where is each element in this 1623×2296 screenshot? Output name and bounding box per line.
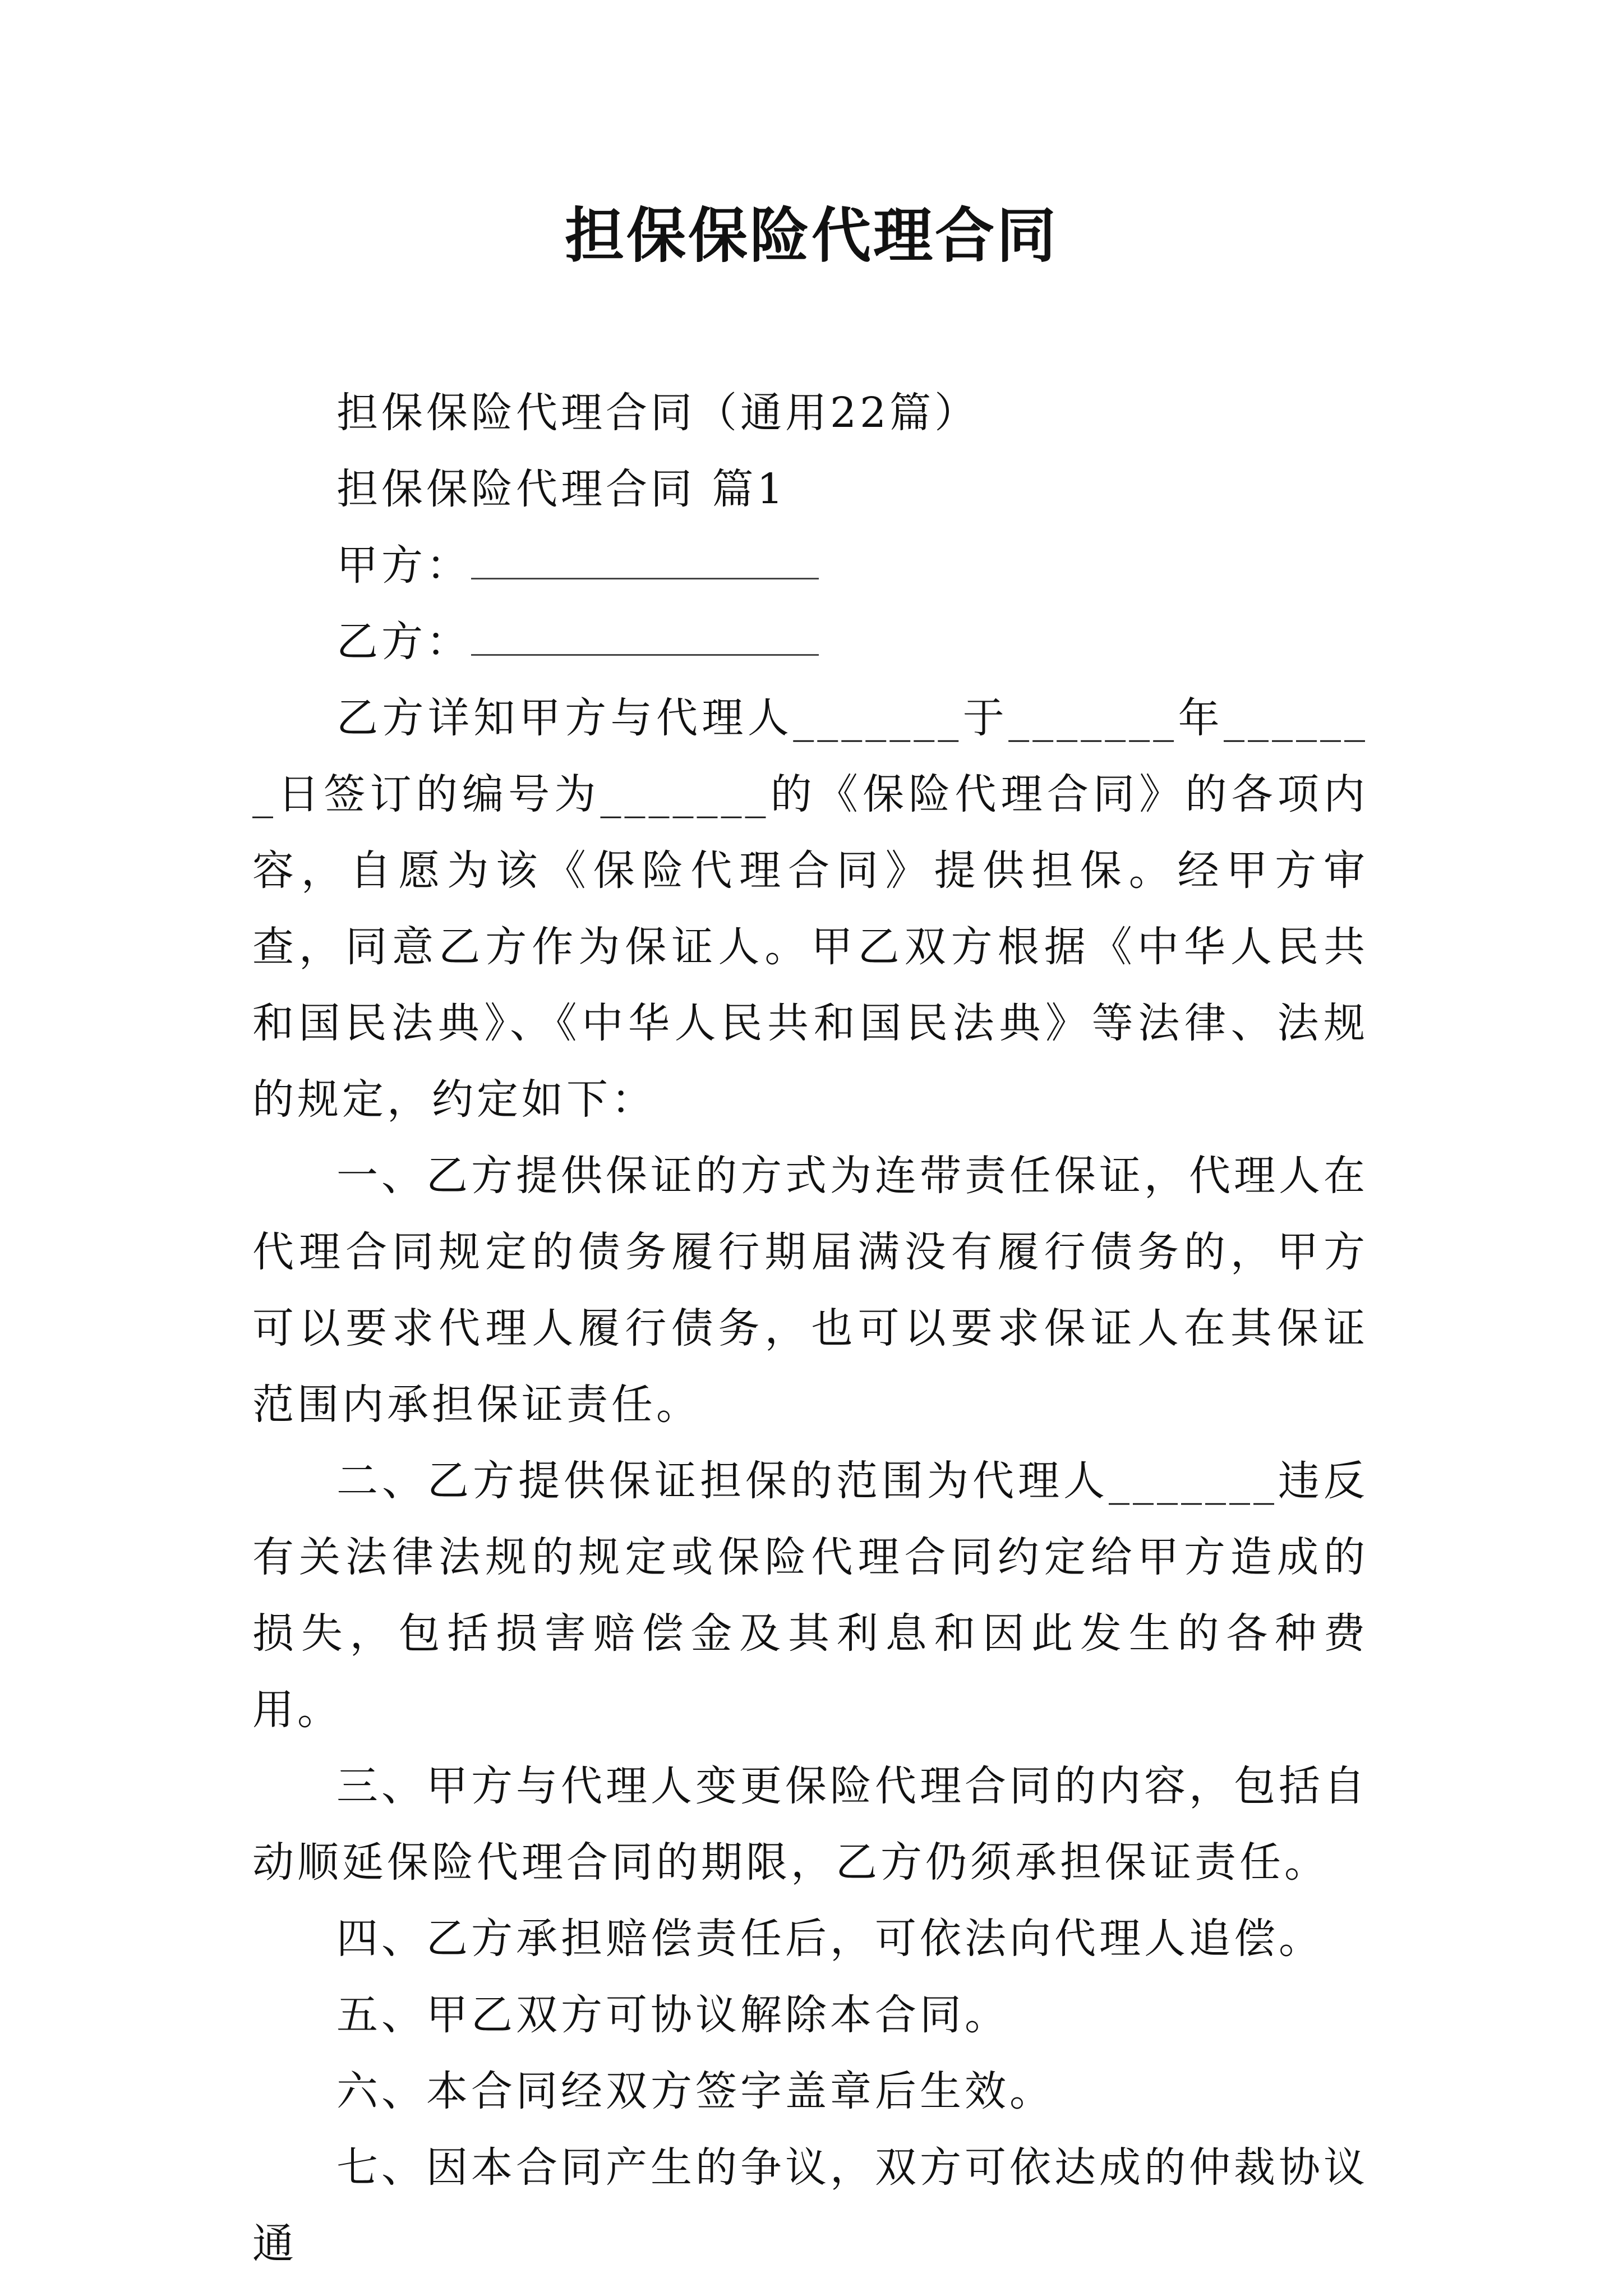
party-a-line [252, 527, 1368, 604]
party-b-blank [471, 620, 819, 656]
document-body [252, 375, 1368, 2282]
paragraph-clause-5: 五、甲乙双方可协议解除本合同。 [336, 1991, 1009, 2039]
paragraph-clause-4: 四、乙方承担赔偿责任后，可依法向代理人追偿。 [336, 1915, 1324, 1963]
paragraph-clause-3: 三、甲方与代理人变更保险代理合同的内容，包括自动顺延保险代理合同的期限，乙方仍须承担保证责任。 [252, 1762, 1368, 1887]
party-a-blank [471, 544, 819, 579]
party-b-label: 乙方： [336, 618, 471, 666]
paragraph-clause-6: 六、本合同经双方签字盖章后生效。 [336, 2067, 1054, 2115]
paragraph-clause-2: 二、乙方提供保证担保的范围为代理人_______违反有关法律法规的规定或保险代理合同约定给甲方造成的损失，包括损害赔偿金及其利息和因此发生的各种费用。 [252, 1457, 1368, 1734]
party-b-line [252, 604, 1368, 680]
paragraph-clause-1: 一、乙方提供保证的方式为连带责任保证，代理人在代理合同规定的债务履行期届满没有履行债务的，甲方可以要求代理人履行债务，也可以要求保证人在其保证范围内承担保证责任。 [252, 1152, 1368, 1429]
section-heading: 担保保险代理合同 篇1 [336, 465, 787, 513]
paragraph-intro: 乙方详知甲方与代理人_______于_______年_______日签订的编号为_______的《保险代理合同》的各项内容，自愿为该《保险代理合同》提供担保。经甲方审查，同意乙方作为保证人。甲乙双方根据《中华人民共和国民法典》、《中华人民共和国民法典》等法律、法规的规定，约定如下： [252, 694, 1368, 1124]
party-a-label: 甲方： [336, 541, 471, 590]
document-title: 担保保险代理合同 [565, 200, 1058, 270]
document-subtitle: 担保保险代理合同（通用22篇） [336, 389, 980, 437]
paragraph-clause-7: 七、因本合同产生的争议，双方可依达成的仲裁协议通 [252, 2143, 1368, 2268]
